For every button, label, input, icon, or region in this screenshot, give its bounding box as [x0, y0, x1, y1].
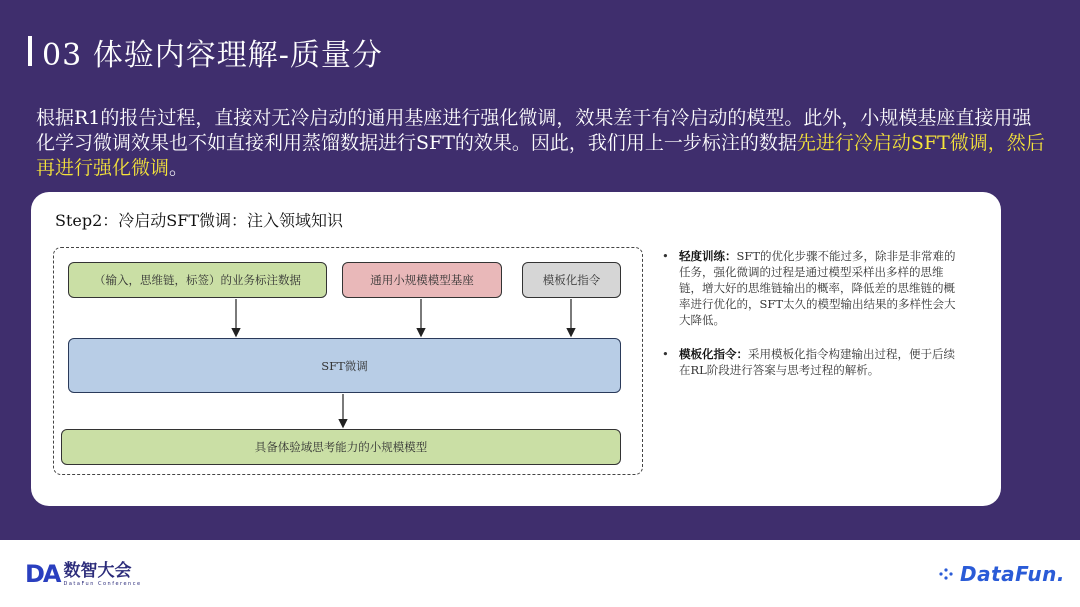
step-title: Step2：冷启动SFT微调：注入领域知识 — [55, 211, 344, 230]
datafun-dots-icon — [938, 565, 956, 583]
input-annotated-data-label: （输入，思维链，标签）的业务标注数据 — [94, 273, 301, 287]
bullet-icon: • — [662, 249, 669, 263]
output-model-label: 具备体验域思考能力的小规模模型 — [254, 440, 428, 454]
note-term: 轻度训练： — [679, 249, 737, 263]
note-light-training — [659, 248, 965, 328]
da-logo-en: DataFun Conference — [63, 581, 142, 587]
intro-highlight: 先进行冷启动SFT微调，然后再进行强化微调 — [36, 132, 1045, 179]
da-logo-mark: DA — [25, 560, 60, 588]
page-title: 03 体验内容理解-质量分 — [42, 38, 383, 73]
input-template-instruction-label: 模板化指令 — [542, 273, 601, 287]
note-text: SFT的优化步骤不能过多，除非是非常难的任务，强化微调的过程是通过模型采样出多样的思维链，增大好的思维链输出的概率，降低差的思维链的概率进行优化的，SFT太久的模型输出结果的多样性会大大降低。 — [679, 249, 956, 327]
note-text: 采用模板化指令构建输出过程，便于后续在RL阶段进行答案与思考过程的解析。 — [679, 347, 955, 377]
note-term: 模板化指令： — [679, 347, 748, 361]
datafun-summit-logo — [25, 561, 142, 587]
sft-process-label: SFT微调 — [321, 358, 368, 373]
datafun-logo — [938, 562, 1065, 586]
da-logo-cn: 数智大会 — [63, 561, 132, 581]
datafun-logo-text: DataFun. — [960, 562, 1065, 586]
input-base-model-label: 通用小规模模型基座 — [370, 273, 474, 287]
intro-text-end: 。 — [169, 157, 189, 179]
notes-list — [659, 248, 965, 396]
title-accent-bar — [28, 36, 32, 66]
note-template-instruction — [659, 346, 965, 378]
intro-paragraph — [36, 106, 1046, 181]
content-card — [31, 192, 1001, 506]
bullet-icon: • — [662, 347, 669, 361]
intro-text: 根据R1的报告过程，直接对无冷启动的通用基座进行强化微调，效果差于有冷启动的模型。此外，小规模基座直接用强化学习微调效果也不如直接利用蒸馏数据进行SFT的效果。因此，我们用上一步标注的数据 — [36, 107, 1032, 154]
